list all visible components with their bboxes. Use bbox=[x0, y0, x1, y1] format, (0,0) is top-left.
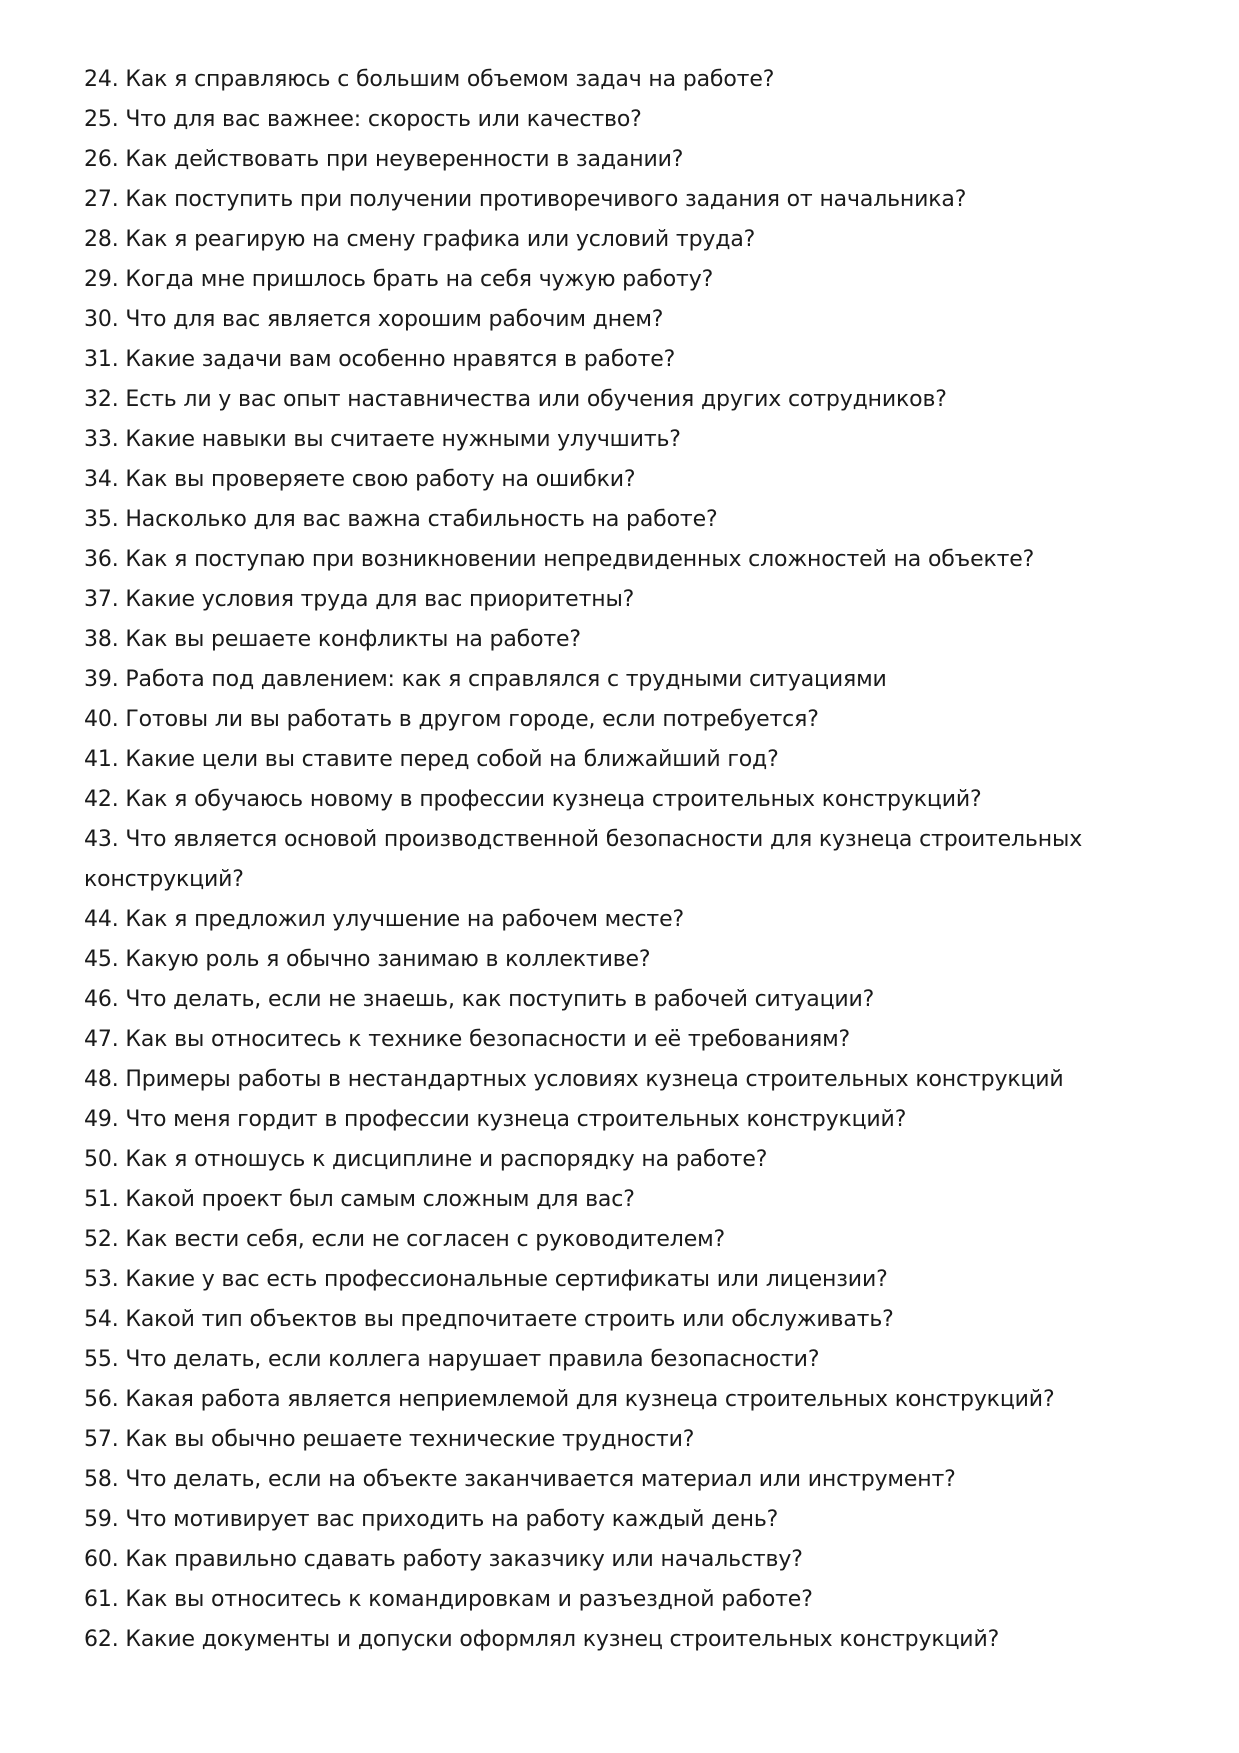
question-item bbox=[84, 580, 1164, 620]
question-text: 50. Как я отношусь к дисциплине и распорядку на работе? bbox=[84, 1147, 768, 1172]
question-text: 42. Как я обучаюсь новому в профессии кузнеца строительных конструкций? bbox=[84, 787, 982, 812]
question-list bbox=[84, 60, 1164, 1660]
question-item bbox=[84, 1220, 1164, 1260]
question-item bbox=[84, 940, 1164, 980]
question-item bbox=[84, 620, 1164, 660]
question-item bbox=[84, 1340, 1164, 1380]
question-text: 49. Что меня гордит в профессии кузнеца строительных конструкций? bbox=[84, 1107, 907, 1132]
question-item bbox=[84, 1300, 1164, 1340]
question-text: 30. Что для вас является хорошим рабочим днем? bbox=[84, 307, 664, 332]
question-item bbox=[84, 260, 1164, 300]
question-item bbox=[84, 780, 1164, 820]
question-text: 60. Как правильно сдавать работу заказчику или начальству? bbox=[84, 1547, 803, 1572]
question-text: 51. Какой проект был самым сложным для вас? bbox=[84, 1187, 635, 1212]
question-text: 25. Что для вас важнее: скорость или качество? bbox=[84, 107, 642, 132]
question-item bbox=[84, 700, 1164, 740]
question-item bbox=[84, 1020, 1164, 1060]
question-item bbox=[84, 1500, 1164, 1540]
question-text: 38. Как вы решаете конфликты на работе? bbox=[84, 627, 581, 652]
question-text: 48. Примеры работы в нестандартных условиях кузнеца строительных конструкций bbox=[84, 1067, 1064, 1092]
question-text: 34. Как вы проверяете свою работу на ошибки? bbox=[84, 467, 636, 492]
question-text: 29. Когда мне пришлось брать на себя чужую работу? bbox=[84, 267, 714, 292]
question-text: 58. Что делать, если на объекте заканчивается материал или инструмент? bbox=[84, 1467, 956, 1492]
question-item bbox=[84, 980, 1164, 1020]
question-item bbox=[84, 500, 1164, 540]
question-text: 46. Что делать, если не знаешь, как поступить в рабочей ситуации? bbox=[84, 987, 875, 1012]
question-text: 54. Какой тип объектов вы предпочитаете строить или обслуживать? bbox=[84, 1307, 894, 1332]
question-text: 44. Как я предложил улучшение на рабочем месте? bbox=[84, 907, 685, 932]
question-item bbox=[84, 1140, 1164, 1180]
question-item bbox=[84, 380, 1164, 420]
question-text: 41. Какие цели вы ставите перед собой на ближайший год? bbox=[84, 747, 779, 772]
question-text: 45. Какую роль я обычно занимаю в коллективе? bbox=[84, 947, 651, 972]
question-text: 57. Как вы обычно решаете технические трудности? bbox=[84, 1427, 695, 1452]
question-item bbox=[84, 820, 1164, 900]
question-item bbox=[84, 1620, 1164, 1660]
question-text: 59. Что мотивирует вас приходить на работу каждый день? bbox=[84, 1507, 779, 1532]
question-item bbox=[84, 1420, 1164, 1460]
question-item bbox=[84, 1540, 1164, 1580]
question-text: 24. Как я справляюсь с большим объемом задач на работе? bbox=[84, 67, 775, 92]
question-item bbox=[84, 1460, 1164, 1500]
question-item bbox=[84, 1100, 1164, 1140]
question-text: 47. Как вы относитесь к технике безопасности и её требованиям? bbox=[84, 1027, 851, 1052]
question-item bbox=[84, 460, 1164, 500]
question-item bbox=[84, 300, 1164, 340]
question-text: 35. Насколько для вас важна стабильность на работе? bbox=[84, 507, 718, 532]
question-text: 32. Есть ли у вас опыт наставничества или обучения других сотрудников? bbox=[84, 387, 947, 412]
question-item bbox=[84, 100, 1164, 140]
question-item bbox=[84, 220, 1164, 260]
question-item bbox=[84, 1260, 1164, 1300]
question-item bbox=[84, 60, 1164, 100]
question-item bbox=[84, 900, 1164, 940]
question-item bbox=[84, 1580, 1164, 1620]
question-text: 36. Как я поступаю при возникновении непредвиденных сложностей на объекте? bbox=[84, 547, 1035, 572]
document-page bbox=[84, 60, 1164, 1660]
question-item bbox=[84, 420, 1164, 460]
question-item bbox=[84, 1380, 1164, 1420]
question-text: 43. Что является основой производственной безопасности для кузнеца строительных bbox=[84, 827, 1083, 852]
question-text: 31. Какие задачи вам особенно нравятся в работе? bbox=[84, 347, 676, 372]
question-text: 61. Как вы относитесь к командировкам и разъездной работе? bbox=[84, 1587, 813, 1612]
question-text: 40. Готовы ли вы работать в другом городе, если потребуется? bbox=[84, 707, 819, 732]
question-text: конструкций? bbox=[84, 867, 244, 892]
question-text: 56. Какая работа является неприемлемой для кузнеца строительных конструкций? bbox=[84, 1387, 1055, 1412]
question-item bbox=[84, 340, 1164, 380]
question-item bbox=[84, 140, 1164, 180]
question-text: 52. Как вести себя, если не согласен с руководителем? bbox=[84, 1227, 726, 1252]
question-item bbox=[84, 660, 1164, 700]
question-text: 27. Как поступить при получении противоречивого задания от начальника? bbox=[84, 187, 967, 212]
question-text: 33. Какие навыки вы считаете нужными улучшить? bbox=[84, 427, 681, 452]
question-text: 62. Какие документы и допуски оформлял кузнец строительных конструкций? bbox=[84, 1627, 1000, 1652]
question-text: 37. Какие условия труда для вас приоритетны? bbox=[84, 587, 635, 612]
question-text: 28. Как я реагирую на смену графика или условий труда? bbox=[84, 227, 756, 252]
question-item bbox=[84, 1060, 1164, 1100]
question-item bbox=[84, 180, 1164, 220]
question-text: 53. Какие у вас есть профессиональные сертификаты или лицензии? bbox=[84, 1267, 888, 1292]
question-text: 39. Работа под давлением: как я справлялся с трудными ситуациями bbox=[84, 667, 887, 692]
question-text: 55. Что делать, если коллега нарушает правила безопасности? bbox=[84, 1347, 820, 1372]
question-item bbox=[84, 1180, 1164, 1220]
question-item bbox=[84, 540, 1164, 580]
question-text: 26. Как действовать при неуверенности в задании? bbox=[84, 147, 684, 172]
question-item bbox=[84, 740, 1164, 780]
